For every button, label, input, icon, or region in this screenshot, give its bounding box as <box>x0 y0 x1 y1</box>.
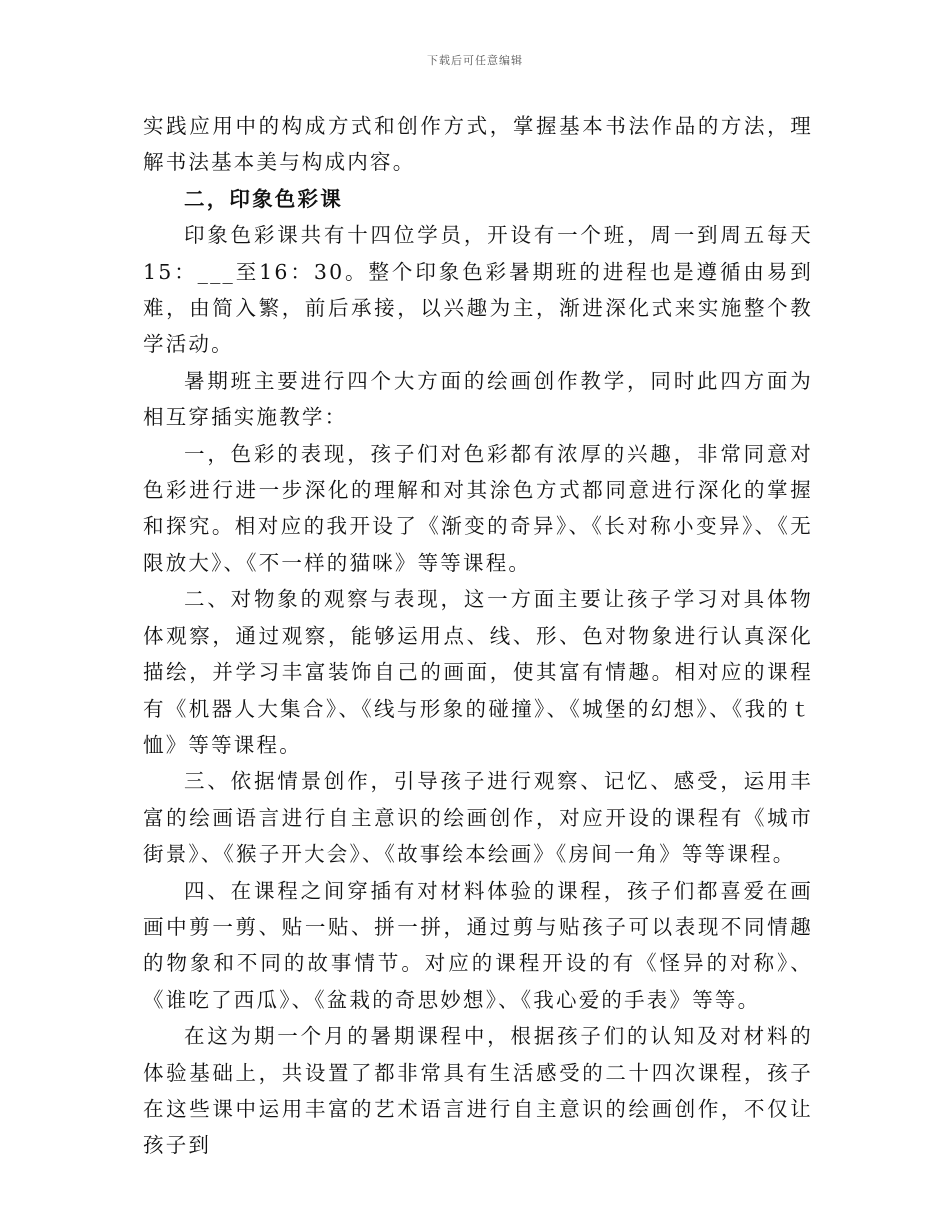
paragraph: 一，色彩的表现，孩子们对色彩都有浓厚的兴趣，非常同意对色彩进行进一步深化的理解和对其涂色方式都同意进行深化的掌握和探究。相对应的我开设了《渐变的奇异》、《长对称小变异》、《无限放大》、《不一样的猫咪》等等课程。 <box>143 441 813 575</box>
paragraph: 暑期班主要进行四个大方面的绘画创作教学，同时此四方面为相互穿插实施教学： <box>143 368 813 430</box>
paragraph: 四、在课程之间穿插有对材料体验的课程，孩子们都喜爱在画画中剪一剪、贴一贴、拼一拼，通过剪与贴孩子可以表现不同情趣的物象和不同的故事情节。对应的课程开设的有《怪异的对称》、《谁吃了西瓜》、《盆栽的奇思妙想》、《我心爱的手表》等等。 <box>143 878 813 1012</box>
paragraph: 三、依据情景创作，引导孩子进行观察、记忆、感受，运用丰富的绘画语言进行自主意识的绘画创作，对应开设的课程有《城市街景》、《猴子开大会》、《故事绘本绘画》《房间一角》等等课程。 <box>143 769 813 867</box>
paragraph: 在这为期一个月的暑期课程中，根据孩子们的认知及对材料的体验基础上，共设置了都非常具有生活感受的二十四次课程，孩子在这些课中运用丰富的艺术语言进行自主意识的绘画创作，不仅让孩子到 <box>143 1024 813 1158</box>
document-body <box>143 108 813 1164</box>
paragraph: 二、对物象的观察与表现，这一方面主要让孩子学习对具体物体观察，通过观察，能够运用点、线、形、色对物象进行认真深化描绘，并学习丰富装饰自己的画面，使其富有情趣。相对应的课程有《机器人大集合》、《线与形象的碰撞》、《城堡的幻想》、《我的ｔ恤》等等课程。 <box>143 587 813 757</box>
page-header-note: 下载后可任意编辑 <box>427 54 523 67</box>
paragraph-continuation: 实践应用中的构成方式和创作方式，掌握基本书法作品的方法，理解书法基本美与构成内容。 <box>143 114 813 175</box>
section-heading: 二，印象色彩课 <box>184 186 343 211</box>
paragraph: 印象色彩课共有十四位学员，开设有一个班，周一到周五每天15：___至16：30。整个印象色彩暑期班的进程也是遵循由易到难，由简入繁，前后承接，以兴趣为主，渐进深化式来实施整个教学活动。 <box>143 223 813 357</box>
